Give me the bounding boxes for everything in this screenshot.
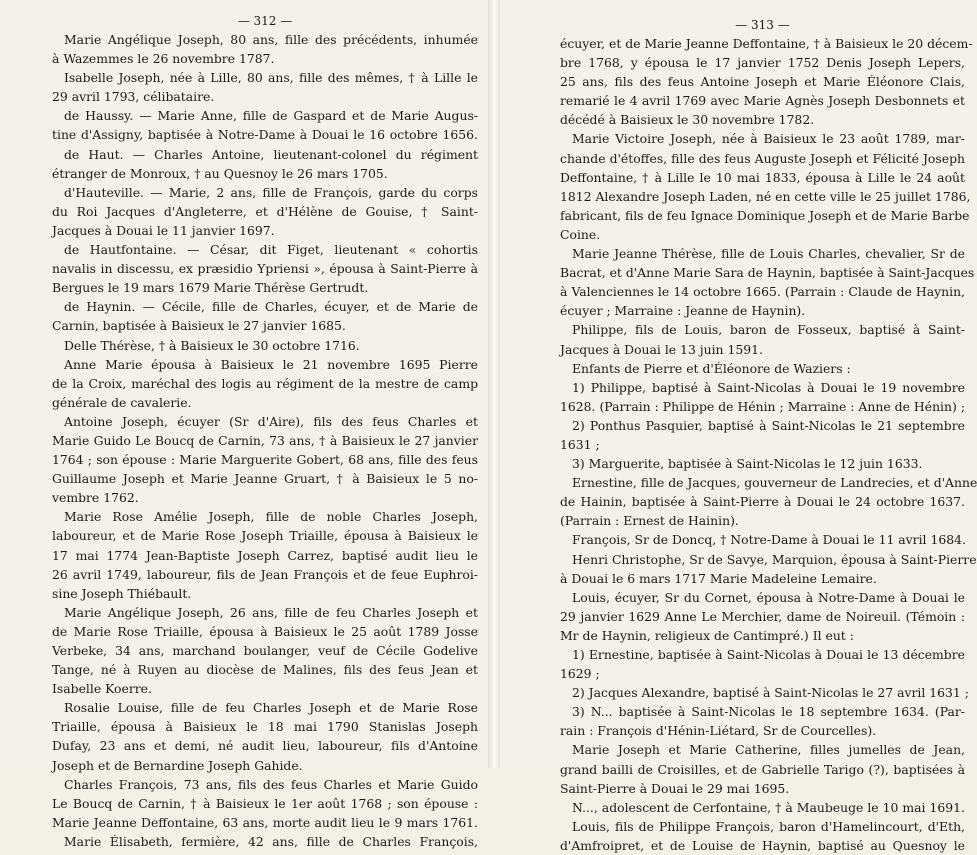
text-line: Isabelle Joseph, née à Lille, 80 ans, fille des mêmes, † à Lille le: [64, 70, 478, 86]
text-line: Le Boucq de Carnin, † à Baisieux le 1er août 1768 ; son épouse :: [52, 795, 478, 811]
text-line: Guillaume Joseph et Marie Jeanne Gruart, † à Baisieux le 5 no-: [52, 471, 478, 487]
text-line: 3) Marguerite, baptisée à Saint-Nicolas le 12 juin 1633.: [572, 456, 923, 472]
text-line: de Haussy. — Marie Anne, fille de Gaspard et de Marie Augus-: [64, 108, 478, 124]
text-line: 1631 ;: [560, 436, 600, 452]
text-line: d'Hauteville. — Marie, 2 ans, fille de François, garde du corps: [64, 184, 478, 200]
text-line: 1629 ;: [560, 666, 600, 682]
page-number-left: — 312 —: [237, 14, 293, 28]
text-line: Marie Joseph et Marie Catherine, filles jumelles de Jean,: [572, 742, 965, 758]
text-line: de Hainin, baptisée à Saint-Pierre à Douai le 24 octobre 1637.: [560, 494, 965, 510]
text-line: Delle Thérèse, † à Baisieux le 30 octobre 1716.: [64, 337, 360, 353]
text-line: Marie Rose Amélie Joseph, fille de noble Charles Joseph,: [64, 509, 478, 525]
text-line: chande d'étoffes, fille des feus Auguste Joseph et Félicité Joseph: [560, 150, 965, 166]
right-page-text: [560, 34, 977, 855]
text-line: Dufay, 23 ans et demi, né audit lieu, laboureur, fils d'Antoine: [52, 738, 478, 754]
text-line: 3) N... baptisée à Saint-Nicolas le 18 septembre 1634. (Par-: [572, 704, 965, 720]
text-line: 17 mai 1774 Jean-Baptiste Joseph Carrez, baptisé audit lieu le: [52, 547, 478, 563]
text-line: à Douai le 6 mars 1717 Marie Madeleine Lemaire.: [560, 570, 877, 586]
text-line: Marie Angélique Joseph, 80 ans, fille des précédents, inhumée: [64, 32, 478, 47]
text-line: vembre 1762.: [52, 490, 139, 506]
text-line: Coine.: [560, 226, 601, 242]
text-line: Saint-Pierre à Douai le 29 mai 1695.: [560, 780, 790, 796]
text-line: Deffontaine, † à Lille le 10 mai 1833, épousa à Lille le 24 août: [560, 169, 965, 185]
text-line: tine d'Assigny, baptisée à Notre-Dame à Douai le 16 octobre 1656.: [52, 127, 478, 143]
text-line: remarié le 4 avril 1769 avec Marie Agnès Joseph Desbonnets et: [560, 93, 965, 109]
text-line: 1) Philippe, baptisé à Saint-Nicolas à Douai le 19 novembre: [572, 379, 965, 395]
text-line: 29 janvier 1629 Anne Le Merchier, dame de Noireuil. (Témoin :: [560, 608, 965, 624]
text-line: à Wazemmes le 26 novembre 1787.: [52, 51, 275, 67]
text-line: Marie Jeanne Thérèse, fille de Louis Charles, chevalier, Sr de: [572, 246, 965, 262]
text-line: (Parrain : Ernest de Hainin).: [560, 513, 739, 529]
text-line: de Haynin. — Cécile, fille de Charles, écuyer, et de Marie de: [64, 299, 478, 315]
text-line: Louis, écuyer, Sr du Cornet, épousa à Notre-Dame à Douai le: [572, 589, 965, 605]
book-gutter: [488, 0, 500, 768]
text-line: Isabelle Koerre.: [52, 681, 152, 697]
text-line: Charles François, 73 ans, fils des feus Charles et Marie Guido: [64, 776, 478, 792]
text-line: Ernestine, fille de Jacques, gouverneur de Landrecies, et d'Anne: [572, 475, 977, 491]
left-page: [0, 0, 488, 849]
text-line: grand bailli de Croisilles, et de Gabrielle Tarigo (?), baptisées à: [560, 761, 965, 777]
text-line: bre 1768, y épousa le 17 janvier 1752 Denis Joseph Lepers,: [560, 55, 965, 71]
text-line: Jacques à Douai le 11 janvier 1697.: [52, 222, 275, 238]
text-line: Marie Victoire Joseph, née à Baisieux le 23 août 1789, mar-: [572, 131, 965, 147]
text-line: à Valenciennes le 14 octobre 1665. (Parrain : Claude de Haynin,: [560, 284, 965, 300]
text-line: de la Croix, maréchal des logis au régiment de la mestre de camp: [52, 375, 478, 391]
text-line: 29 avril 1793, célibataire.: [52, 89, 215, 105]
text-line: fabricant, fils de feu Ignace Dominique Joseph et de Marie Barbe: [560, 207, 970, 223]
text-line: Tange, né à Ruyen au diocèse de Malines, fils des feus Jean et: [52, 662, 478, 678]
text-line: décédé à Baisieux le 30 novembre 1782.: [560, 112, 815, 128]
text-line: Marie Guido Le Boucq de Carnin, 73 ans, † à Baisieux le 27 janvier: [52, 432, 478, 448]
text-line: Marie Élisabeth, fermière, 42 ans, fille de Charles François,: [64, 833, 478, 849]
text-line: Jacques à Douai le 13 juin 1591.: [560, 341, 763, 357]
text-line: rain : François d'Hénin-Liétard, Sr de Courcelles).: [560, 723, 877, 739]
text-line: Marie Angélique Joseph, 26 ans, fille de feu Charles Joseph et: [64, 604, 478, 620]
text-line: générale de cavalerie.: [52, 394, 192, 410]
text-line: Mr de Haynin, religieux de Cantimpré.) Il eut :: [560, 627, 854, 643]
text-line: Joseph et de Bernardine Joseph Gahide.: [52, 757, 303, 773]
text-line: 2) Ponthus Pasquier, baptisé à Saint-Nicolas le 21 septembre: [572, 417, 965, 433]
text-line: laboureur, et de Marie Rose Joseph Triaille, épousa à Baisieux le: [52, 528, 478, 544]
text-line: de Hautfontaine. — César, dit Figet, lieutenant « cohortis: [64, 242, 478, 258]
text-line: Louis, fils de Philippe François, baron d'Hamelincourt, d'Eth,: [572, 818, 965, 834]
left-page-text: [52, 30, 478, 851]
text-line: Bacrat, et d'Anne Marie Sara de Haynin, baptisée à Saint-Jacques: [560, 265, 975, 281]
text-line: Triaille, épousa à Baisieux le 18 mai 1790 Stanislas Joseph: [52, 719, 478, 735]
text-line: Carnin, baptisée à Baisieux le 27 janvier 1685.: [52, 318, 346, 334]
text-line: de Haut. — Charles Antoine, lieutenant-colonel du régiment: [64, 146, 478, 162]
text-line: N..., adolescent de Cerfontaine, † à Maubeuge le 10 mai 1691.: [572, 799, 965, 815]
text-line: d'Amfroipret, et de Louise de Haynin, baptisé au Quesnoy le: [560, 837, 965, 853]
text-line: écuyer, et de Marie Jeanne Deffontaine, † à Baisieux le 20 décem-: [560, 36, 973, 51]
text-line: 1764 ; son épouse : Marie Marguerite Gobert, 68 ans, fille des feus: [52, 452, 478, 468]
text-line: 1) Ernestine, baptisée à Saint-Nicolas à Douai le 13 décembre: [572, 647, 965, 662]
text-line: du Roi Jacques d'Angleterre, et d'Hélène de Gouise, † Saint-: [52, 203, 478, 219]
text-line: 26 avril 1749, laboureur, fils de Jean François et de feue Euphroi-: [52, 566, 478, 582]
page-number-right: — 313 —: [735, 18, 790, 32]
right-page: [500, 0, 977, 853]
text-line: Verbeke, 34 ans, marchand boulanger, veuf de Cécile Godelive: [52, 643, 478, 658]
text-line: Anne Marie épousa à Baisieux le 21 novembre 1695 Pierre: [64, 356, 478, 372]
text-line: 1628. (Parrain : Philippe de Hénin ; Marraine : Anne de Hénin) ;: [560, 398, 965, 414]
text-line: étranger de Monroux, † au Quesnoy le 26 mars 1705.: [52, 165, 388, 181]
text-line: Marie Jeanne Deffontaine, 63 ans, morte audit lieu le 9 mars 1761.: [52, 814, 478, 830]
text-line: Antoine Joseph, écuyer (Sr d'Aire), fils des feus Charles et: [64, 413, 478, 429]
text-line: 2) Jacques Alexandre, baptisé à Saint-Nicolas le 27 avril 1631 ;: [572, 685, 969, 701]
text-line: Bergues le 19 mars 1679 Marie Thérèse Gertrudt.: [52, 280, 369, 296]
text-line: 1812 Alexandre Joseph Laden, né en cette ville le 25 juillet 1786,: [560, 188, 971, 204]
text-line: 25 ans, fils des feus Antoine Joseph et Marie Éléonore Clais,: [560, 74, 965, 90]
text-line: de Marie Rose Triaille, épousa à Baisieux le 25 août 1789 Josse: [52, 623, 478, 639]
text-line: Rosalie Louise, fille de feu Charles Joseph et de Marie Rose: [64, 700, 478, 716]
text-line: François, Sr de Doncq, † Notre-Dame à Douai le 11 avril 1684.: [572, 532, 966, 548]
text-line: Philippe, fils de Louis, baron de Fosseux, baptisé à Saint-: [572, 322, 965, 338]
text-line: Enfants de Pierre et d'Éléonore de Waziers :: [572, 360, 851, 376]
text-line: écuyer ; Marraine : Jeanne de Haynin).: [560, 303, 806, 319]
text-line: sine Joseph Thiébault.: [52, 585, 192, 601]
text-line: navalis in discessu, ex præsidio Ypriensi », épousa à Saint-Pierre à: [52, 261, 478, 277]
text-line: Henri Christophe, Sr de Savye, Marquion, épousa à Saint-Pierre: [572, 551, 977, 567]
